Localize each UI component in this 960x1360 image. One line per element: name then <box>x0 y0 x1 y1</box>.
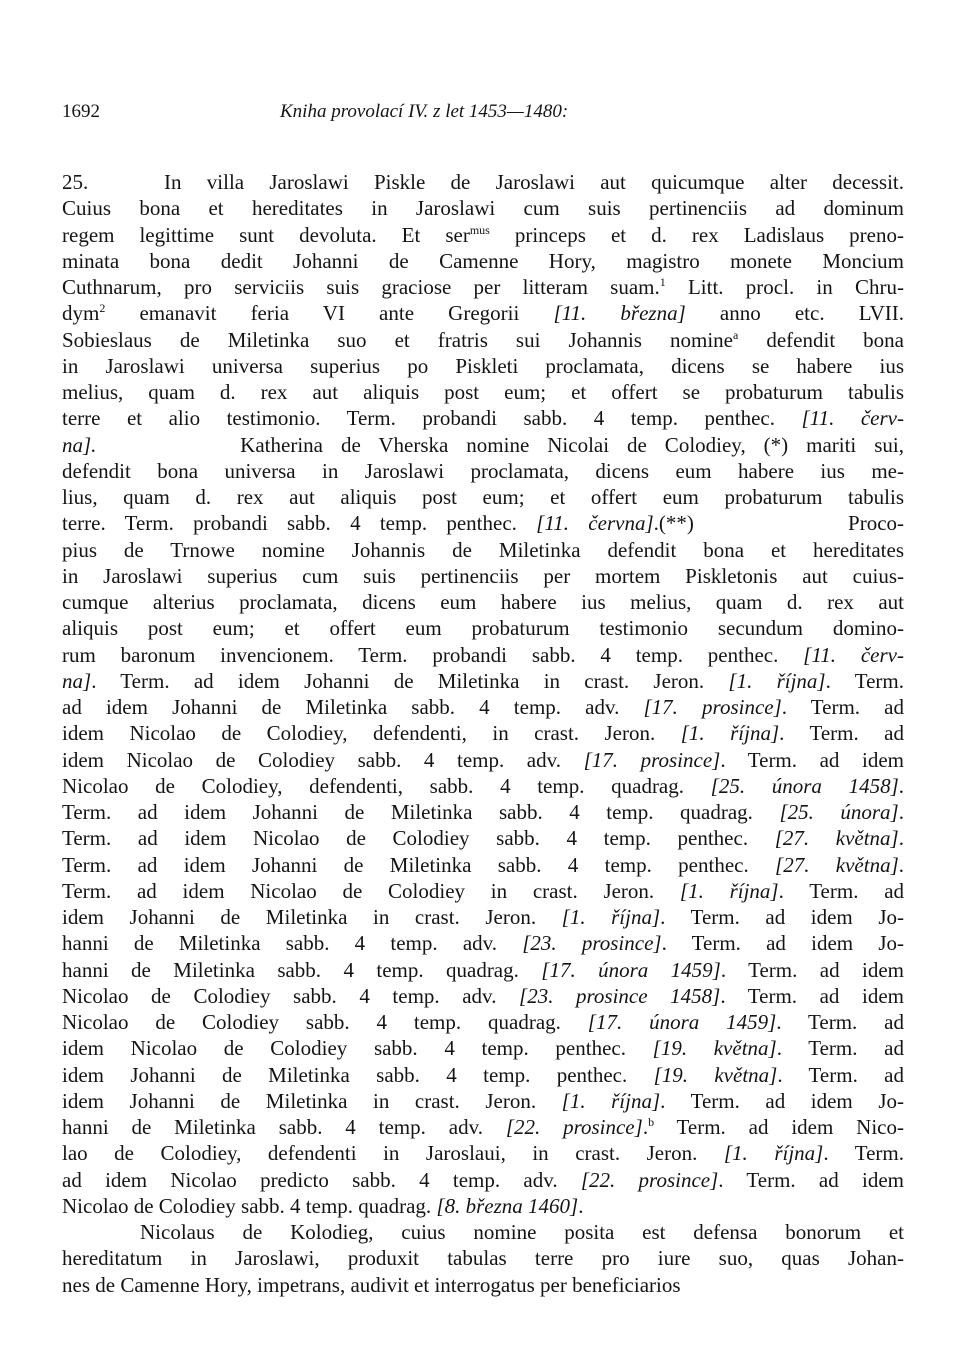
date-annotation: [17. prosince] <box>643 695 782 719</box>
text-segment: minata bona dedit Johanni de Camenne Hory, magistro monete Moncium <box>62 248 904 273</box>
text-segment: . Term. ad idem <box>720 957 904 982</box>
text-segment: hanni de Miletinka sabb. 4 temp. quadrag. <box>62 957 542 982</box>
text-segment: . Term. ad <box>781 695 904 719</box>
text-line <box>62 589 904 615</box>
text-line <box>62 537 904 563</box>
date-annotation: [1. října] <box>561 905 661 929</box>
text-line <box>62 432 904 458</box>
date-annotation: [17. února 1459] <box>541 957 721 982</box>
text-line <box>62 248 904 274</box>
date-annotation: [19. května] <box>652 1036 777 1061</box>
text-line <box>62 274 904 300</box>
text-segment: melius, quam d. rex aut aliquis post eum; et offert se probaturum tabulis <box>62 380 904 404</box>
text-line <box>62 484 904 510</box>
text-segment: hereditatum in Jaroslawi, produxit tabulas terre pro iure suo, quas Johan- <box>62 1246 904 1271</box>
text-segment: ad idem Johanni de Miletinka sabb. 4 temp. adv. <box>62 695 644 719</box>
date-annotation: na]. <box>62 432 97 457</box>
text-line <box>62 773 904 799</box>
text-segment: . Term. ad <box>776 1036 904 1061</box>
text-segment: anno etc. LVII. <box>685 301 905 326</box>
text-segment: lao de Colodiey, defendenti in Jaroslaui, in crast. Jeron. <box>62 1141 724 1166</box>
text-segment: . Term. ad idem <box>720 747 904 772</box>
text-segment: Litt. procl. in Chru- <box>665 275 904 299</box>
text-segment: Cuius bona et hereditates in Jaroslawi cum suis pertinenciis ad dominum <box>62 196 904 221</box>
text-line <box>62 878 904 904</box>
text-segment: aliquis post eum; et offert eum probaturum testimonio secundum domino- <box>62 616 904 641</box>
text-segment: Nicolao de Colodiey sabb. 4 temp. quadrag. <box>62 1010 588 1034</box>
date-annotation: na] <box>62 668 92 693</box>
text-segment: hanni de Miletinka sabb. 4 temp. adv. <box>62 931 523 956</box>
text-segment: . <box>898 852 904 877</box>
text-segment: .(**) Proco- <box>653 511 905 536</box>
text-segment: idem Johanni de Miletinka sabb. 4 temp. penthec. <box>62 1062 654 1087</box>
date-annotation: [11. červ- <box>801 406 904 431</box>
date-annotation: [8. března 1460] <box>436 1193 579 1218</box>
text-line <box>62 1009 904 1035</box>
text-line <box>62 1219 904 1245</box>
text-segment: emanavit feria VI ante Gregorii <box>105 301 554 326</box>
text-line <box>62 1035 904 1061</box>
text-line <box>62 379 904 405</box>
text-line <box>62 458 904 484</box>
text-line <box>62 747 904 773</box>
text-segment: Cuthnarum, pro serviciis suis graciose per litteram suam. <box>62 275 660 299</box>
date-annotation: [23. prosince 1458] <box>519 983 721 1008</box>
text-segment: idem Nicolao de Colodiey sabb. 4 temp. penthec. <box>62 1036 653 1061</box>
text-segment: Nicolao de Colodiey sabb. 4 temp. quadrag. <box>62 1193 437 1218</box>
text-segment: Term. ad idem Nicolao de Colodiey in crast. Jeron. <box>62 878 680 903</box>
text-line <box>62 694 904 720</box>
text-segment: Sobieslaus de Miletinka suo et fratris sui Johannis nomine <box>62 327 733 352</box>
date-annotation: [11. června] <box>536 511 654 536</box>
date-annotation: [17. prosince] <box>583 747 721 772</box>
text-line <box>62 642 904 668</box>
footnote-marker: b <box>648 1115 655 1129</box>
text-segment: . Term. ad idem Jo- <box>661 931 904 956</box>
date-annotation: [25. února] <box>779 800 899 824</box>
text-segment: . <box>642 1115 649 1139</box>
text-line <box>62 852 904 878</box>
date-annotation: [17. února 1459] <box>587 1010 777 1034</box>
date-annotation: [22. prosince] <box>505 1115 643 1139</box>
text-segment: . Term. ad <box>777 1062 904 1087</box>
text-segment: pius de Trnowe nomine Johannis de Miletinka defendit bona et hereditates <box>62 537 904 562</box>
text-line <box>62 563 904 589</box>
date-annotation: [23. prosince] <box>522 931 662 956</box>
text-segment: in Jaroslawi superius cum suis pertinenciis per mortem Piskletonis aut cuius- <box>62 563 904 588</box>
text-segment: in Jaroslawi universa superius po Piskleti proclamata, dicens se habere ius <box>62 353 904 378</box>
text-line <box>62 1140 904 1166</box>
text-line <box>62 353 904 379</box>
text-segment: Term. ad idem Nicolao de Colodiey sabb. 4 temp. penthec. <box>62 826 775 851</box>
date-annotation: [1. října] <box>561 1088 661 1113</box>
text-segment: nes de Camenne Hory, impetrans, audivit et interrogatus per beneficiarios <box>62 1272 681 1297</box>
text-segment: idem Nicolao de Colodiey, defendenti, in crast. Jeron. <box>62 721 681 746</box>
text-segment: . Term. <box>825 668 904 693</box>
text-segment: . <box>898 826 904 851</box>
text-line <box>62 1272 904 1298</box>
text-segment: Nicolao de Colodiey sabb. 4 temp. adv. <box>62 983 520 1008</box>
text-segment: . <box>578 1193 584 1218</box>
date-annotation: [22. prosince] <box>580 1167 719 1192</box>
page-header <box>62 101 904 125</box>
footnote-marker: 2 <box>99 301 106 316</box>
text-segment: Katherina de Vherska nomine Nicolai de Colodiey, (*) mariti sui, <box>96 432 904 457</box>
text-line <box>62 510 904 536</box>
footnote-marker: 1 <box>659 275 666 289</box>
text-line <box>62 720 904 746</box>
text-line <box>62 904 904 930</box>
text-line <box>62 222 904 248</box>
text-segment: idem Nicolao de Colodiey sabb. 4 temp. adv. <box>62 747 584 772</box>
text-segment: defendit bona <box>738 327 905 352</box>
text-segment: terre. Term. probandi sabb. 4 temp. penthec. <box>62 511 537 536</box>
text-line <box>62 930 904 956</box>
text-segment: idem Johanni de Miletinka in crast. Jeron. <box>62 1088 562 1113</box>
text-segment: . Term. ad idem Jo- <box>660 1088 904 1113</box>
text-line <box>62 668 904 694</box>
text-segment: ad idem Nicolao predicto sabb. 4 temp. adv. <box>62 1167 581 1192</box>
footnote-marker: mus <box>469 222 490 237</box>
text-segment: princeps et d. rex Ladislaus preno- <box>489 222 904 247</box>
text-line <box>62 405 904 431</box>
text-segment: lius, quam d. rex aut aliquis post eum; et offert eum probaturum tabulis <box>62 485 904 509</box>
text-line <box>62 615 904 641</box>
date-annotation: [11. červ- <box>803 642 904 667</box>
text-line <box>62 825 904 851</box>
text-segment: rum baronum invencionem. Term. probandi sabb. 4 temp. penthec. <box>62 642 804 667</box>
text-segment: idem Johanni de Miletinka in crast. Jeron. <box>62 905 562 929</box>
text-line <box>62 169 904 195</box>
text-segment: . Term. ad idem <box>718 1167 905 1192</box>
text-segment: Term. ad idem Nico- <box>654 1115 904 1139</box>
text-segment: cumque alterius proclamata, dicens eum habere ius melius, quam d. rex aut <box>62 590 904 614</box>
text-line <box>62 799 904 825</box>
text-segment: Term. ad idem Johanni de Miletinka sabb. 4 temp. quadrag. <box>62 800 780 824</box>
footnote-marker: a <box>733 327 739 342</box>
text-segment: . <box>898 800 904 824</box>
text-segment: . Term. <box>823 1141 904 1166</box>
text-segment: . Term. ad <box>778 878 905 903</box>
text-line <box>62 1193 904 1219</box>
date-annotation: [1. října] <box>680 721 780 746</box>
text-line <box>62 1114 904 1140</box>
text-segment: Nicolaus de Kolodieg, cuius nomine posita est defensa bonorum et <box>140 1220 904 1244</box>
text-line <box>62 1062 904 1088</box>
text-segment: . <box>898 773 904 798</box>
text-segment: . Term. ad idem Johanni de Miletinka in crast. Jeron. <box>91 668 729 693</box>
text-line <box>62 300 904 326</box>
date-annotation: [1. října] <box>679 878 779 903</box>
text-segment: terre et alio testimonio. Term. probandi sabb. 4 temp. penthec. <box>62 406 802 431</box>
date-annotation: [1. října] <box>723 1141 824 1166</box>
text-line <box>62 327 904 353</box>
text-segment: . Term. ad <box>779 721 905 746</box>
text-line <box>62 983 904 1009</box>
text-line <box>62 1167 904 1193</box>
text-segment: defendit bona universa in Jaroslawi proclamata, dicens eum habere ius me- <box>62 458 904 483</box>
date-annotation: [11. března] <box>553 301 686 326</box>
body-text <box>62 169 904 1298</box>
text-segment: . Term. ad <box>776 1010 904 1034</box>
page-number: 1692 <box>62 101 100 122</box>
text-segment: . Term. ad idem Jo- <box>660 905 904 929</box>
text-line <box>62 957 904 983</box>
text-segment: dym <box>62 301 100 326</box>
text-segment: . Term. ad idem <box>720 983 904 1008</box>
running-title: Kniha provolací IV. z let 1453—1480: <box>280 101 569 122</box>
text-line <box>62 1088 904 1114</box>
date-annotation: [1. října] <box>728 668 826 693</box>
text-segment: regem legittime sunt devoluta. Et ser <box>62 222 470 247</box>
text-line <box>62 195 904 221</box>
date-annotation: [27. května] <box>775 852 899 877</box>
text-line <box>62 1245 904 1271</box>
text-segment: Nicolao de Colodiey, defendenti, sabb. 4 temp. quadrag. <box>62 773 711 798</box>
text-segment: Term. ad idem Johanni de Miletinka sabb. 4 temp. penthec. <box>62 852 776 877</box>
date-annotation: [19. května] <box>653 1062 778 1087</box>
text-segment: 25. In villa Jaroslawi Piskle de Jaroslawi aut quicumque alter decessit. <box>62 170 904 194</box>
date-annotation: [27. května] <box>774 826 899 851</box>
date-annotation: [25. února 1458] <box>710 773 899 798</box>
text-segment: hanni de Miletinka sabb. 4 temp. adv. <box>62 1115 506 1139</box>
